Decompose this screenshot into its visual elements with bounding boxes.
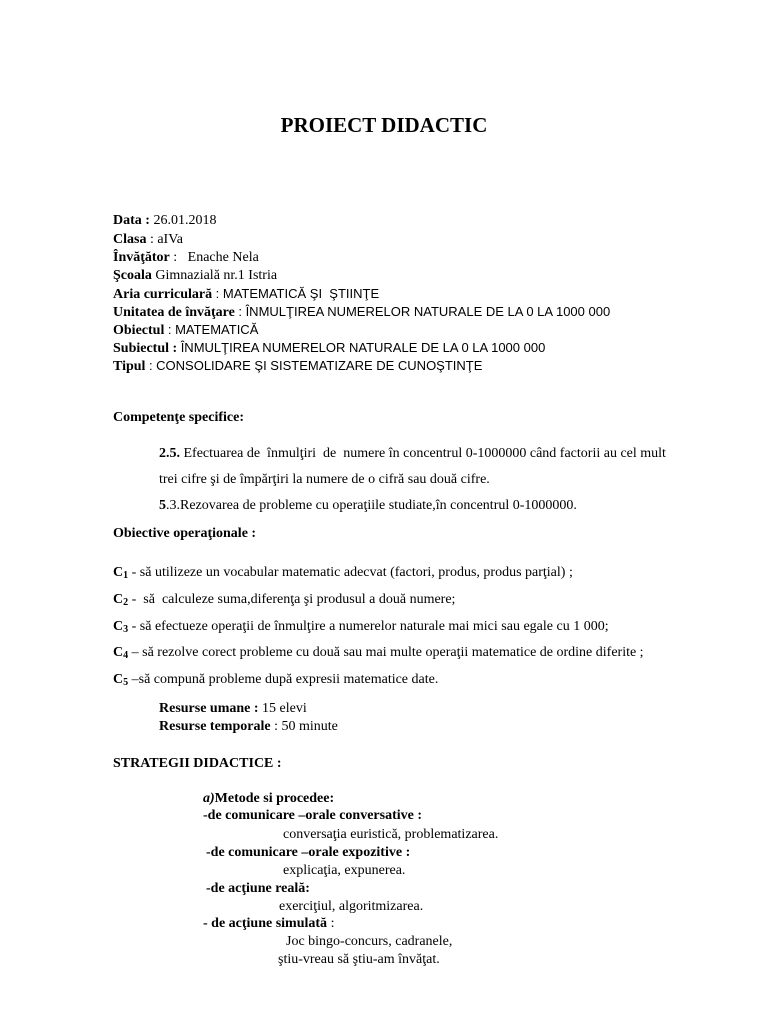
competenta-1-text: Efectuarea de înmulţiri de numere în concentrul 0-1000000 când factorii au cel mult (183, 446, 666, 461)
unitatea-label: Unitatea de învăţare (113, 305, 235, 320)
competenta-2-number: 5 (159, 498, 166, 513)
metode-conversative-label (203, 808, 422, 824)
page-title: PROIECT DIDACTIC (280, 113, 488, 137)
info-scoala (113, 267, 277, 285)
info-data (113, 212, 216, 230)
obiectiv-sub: 2 (123, 597, 129, 608)
metode-simulata-value-1: Joc bingo-concurs, cadranele, (286, 934, 453, 949)
aria-label: Aria curriculară (113, 287, 213, 302)
obiectiv-text: –să compună probleme după expresii matematice date. (128, 672, 439, 687)
metode-title-text: Metode si procedee: (214, 791, 335, 806)
obiectiv-sub: 1 (123, 570, 129, 581)
obiectiv-sub: 4 (123, 650, 129, 661)
resurse-umane-value: 15 elevi (258, 701, 307, 716)
metode-conversative-label-text: -de comunicare –orale conversative : (203, 808, 423, 823)
metode-simulata-separator: : (327, 916, 335, 931)
metode-expozitive-label (206, 845, 410, 861)
obiectul-label: Obiectul (113, 323, 165, 338)
info-aria (113, 285, 379, 304)
tipul-label: Tipul (113, 359, 146, 374)
obiectiv-code: C (113, 592, 124, 607)
metode-simulata-label-text: - de acţiune simulată (203, 916, 328, 931)
clasa-label: Clasa (113, 232, 147, 247)
obiectiv-item (113, 645, 644, 661)
info-subiectul (113, 339, 545, 358)
metode-reala-label (206, 881, 310, 897)
metode-simulata-value-2: ştiu-vreau să ştiu-am învăţat. (278, 952, 440, 967)
resurse-temporale-label: Resurse temporale (159, 719, 271, 734)
obiectiv-code: C (113, 672, 124, 687)
obiectiv-code: C (113, 645, 124, 660)
obiectiv-item (113, 619, 609, 635)
subiectul-label: Subiectul : (113, 341, 178, 356)
data-value: 26.01.2018 (153, 213, 217, 228)
invatator-value: : Enache Nela (173, 250, 259, 265)
competente-heading: Competenţe specifice: (113, 410, 245, 425)
metode-expozitive-label-text: -de comunicare –orale expozitive : (206, 845, 411, 860)
obiectiv-code: C (113, 619, 124, 634)
obiectiv-sub: 5 (123, 677, 129, 688)
strategii-heading: STRATEGII DIDACTICE : (113, 756, 282, 771)
metode-simulata-label (203, 916, 334, 932)
obiectiv-code: C (113, 565, 124, 580)
resurse-temporale-value: : 50 minute (270, 719, 338, 734)
clasa-value: : aIVa (149, 232, 183, 247)
obiectul-value: : MATEMATICĂ (167, 322, 259, 337)
data-label: Data : (113, 213, 150, 228)
info-obiectul (113, 321, 258, 340)
scoala-value: Gimnazială nr.1 Istria (155, 268, 278, 283)
competenta-1-line1 (159, 446, 666, 462)
info-invatator (113, 249, 259, 267)
metode-reala-value: exerciţiul, algoritmizarea. (279, 899, 424, 914)
unitatea-value: : ÎNMULŢIREA NUMERELOR NATURALE DE LA 0 LA 1000 000 (238, 304, 611, 319)
scoala-label: Şcoala (113, 268, 152, 283)
obiective-heading: Obiective operaţionale : (113, 526, 257, 541)
competenta-2-text: .3.Rezovarea de probleme cu operaţiile studiate,în concentrul 0-1000000. (166, 498, 577, 513)
obiectiv-text: – să rezolve corect probleme cu două sau mai multe operaţii matematice de ordine diferite ; (128, 645, 644, 660)
obiectiv-text: - să efectueze operaţii de înmulţire a numerelor naturale mai mici sau egale cu 1 000; (128, 619, 609, 634)
competenta-2 (159, 498, 577, 514)
subiectul-value: ÎNMULŢIREA NUMERELOR NATURALE DE LA 0 LA 1000 000 (180, 340, 546, 355)
competenta-1-line2: trei cifre şi de împărţiri la numere de o cifră sau două cifre. (159, 472, 490, 487)
info-unitatea (113, 303, 610, 322)
info-tipul (113, 357, 482, 376)
obiectiv-text: - să calculeze suma,diferenţa şi produsul a două numere; (128, 592, 456, 607)
resurse-umane-label: Resurse umane : (159, 701, 259, 716)
obiectiv-sub: 3 (123, 624, 129, 635)
tipul-value: : CONSOLIDARE ŞI SISTEMATIZARE DE CUNOŞTINŢE (148, 358, 483, 373)
obiectiv-text: - să utilizeze un vocabular matematic adecvat (factori, produs, produs parţial) ; (128, 565, 573, 580)
metode-title (203, 791, 334, 807)
metode-conversative-value: conversaţia euristică, problematizarea. (283, 827, 499, 842)
metode-prefix: a) (203, 791, 215, 806)
aria-value: : MATEMATICĂ ŞI ŞTIINŢE (215, 286, 380, 301)
metode-expozitive-value: explicaţia, expunerea. (283, 863, 406, 878)
obiectiv-item (113, 672, 438, 688)
obiectiv-item (113, 565, 573, 581)
invatator-label: Învăţător (113, 250, 170, 265)
competenta-1-number: 2.5. (159, 446, 180, 461)
resurse-umane (159, 701, 307, 717)
resurse-temporale (159, 719, 338, 735)
obiectiv-item (113, 592, 455, 608)
info-clasa (113, 231, 183, 249)
metode-reala-label-text: -de acţiune reală: (206, 881, 310, 896)
